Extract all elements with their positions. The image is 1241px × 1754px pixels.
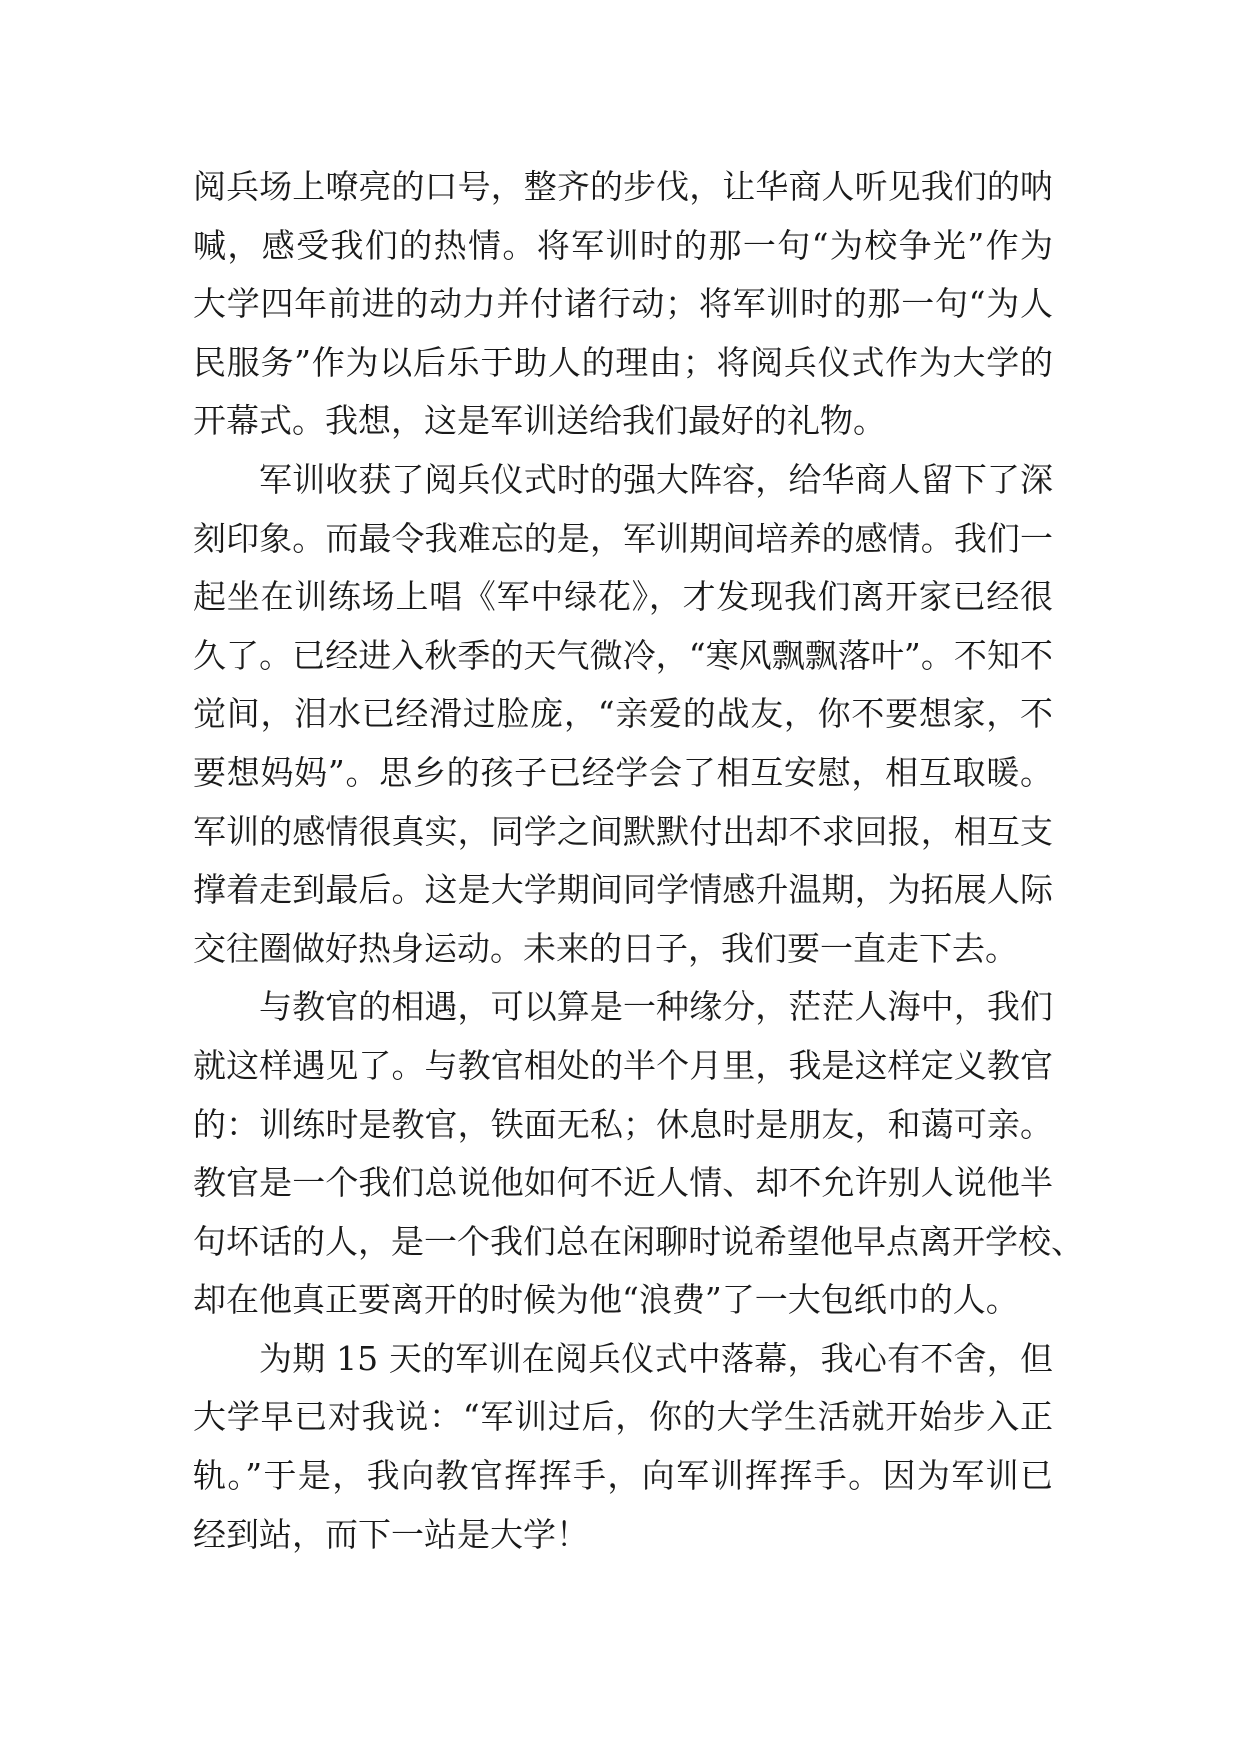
text-line: 大学早已对我说：“军训过后，你的大学生活就开始步入正 <box>193 1397 1053 1437</box>
text-line: 喊，感受我们的热情。将军训时的那一句“为校争光”作为 <box>193 225 1053 265</box>
text-line: 轨。”于是，我向教官挥挥手，向军训挥挥手。因为军训已 <box>193 1456 1053 1496</box>
text-line: 民服务”作为以后乐于助人的理由；将阅兵仪式作为大学的 <box>193 342 1053 382</box>
text-line: 久了。已经进入秋季的天气微冷，“寒风飘飘落叶”。不知不 <box>193 635 1053 675</box>
text-line: 就这样遇见了。与教官相处的半个月里，我是这样定义教官 <box>193 1045 1053 1085</box>
text-line: 开幕式。我想，这是军训送给我们最好的礼物。 <box>193 401 886 441</box>
text-line: 起坐在训练场上唱《军中绿花》，才发现我们离开家已经很 <box>193 577 1053 617</box>
text-line: 的：训练时是教官，铁面无私；休息时是朋友，和蔼可亲。 <box>193 1104 1053 1144</box>
text-line: 撑着走到最后。这是大学期间同学情感升温期，为拓展人际 <box>193 870 1053 910</box>
text-line: 阅兵场上嘹亮的口号，整齐的步伐，让华商人听见我们的呐 <box>193 167 1053 206</box>
body-text <box>193 158 1084 1564</box>
text-line: 交往圈做好热身运动。未来的日子，我们要一直走下去。 <box>193 928 1018 968</box>
text-line: 军训的感情很真实，同学之间默默付出却不求回报，相互支 <box>193 811 1053 851</box>
text-line: 觉间，泪水已经滑过脸庞，“亲爱的战友，你不要想家，不 <box>193 694 1053 734</box>
text-line: 句坏话的人，是一个我们总在闲聊时说希望他早点离开学校、 <box>193 1221 1084 1261</box>
text-line: 刻印象。而最令我难忘的是，军训期间培养的感情。我们一 <box>193 518 1053 558</box>
text-line: 教官是一个我们总说他如何不近人情、却不允许别人说他半 <box>193 1163 1053 1203</box>
text-line: 经到站，而下一站是大学！ <box>193 1514 589 1554</box>
text-line: 大学四年前进的动力并付诸行动；将军训时的那一句“为人 <box>193 284 1053 324</box>
paragraph-first-line: 军训收获了阅兵仪式时的强大阵容，给华商人留下了深 <box>259 459 1053 499</box>
text-line: 却在他真正要离开的时候为他“浪费”了一大包纸巾的人。 <box>193 1280 1019 1320</box>
paragraph-first-line: 为期 15 天的军训在阅兵仪式中落幕，我心有不舍，但 <box>259 1338 1053 1378</box>
text-line: 要想妈妈”。思乡的孩子已经学会了相互安慰，相互取暖。 <box>193 752 1053 792</box>
paragraph-first-line: 与教官的相遇，可以算是一种缘分，茫茫人海中，我们 <box>259 987 1053 1027</box>
